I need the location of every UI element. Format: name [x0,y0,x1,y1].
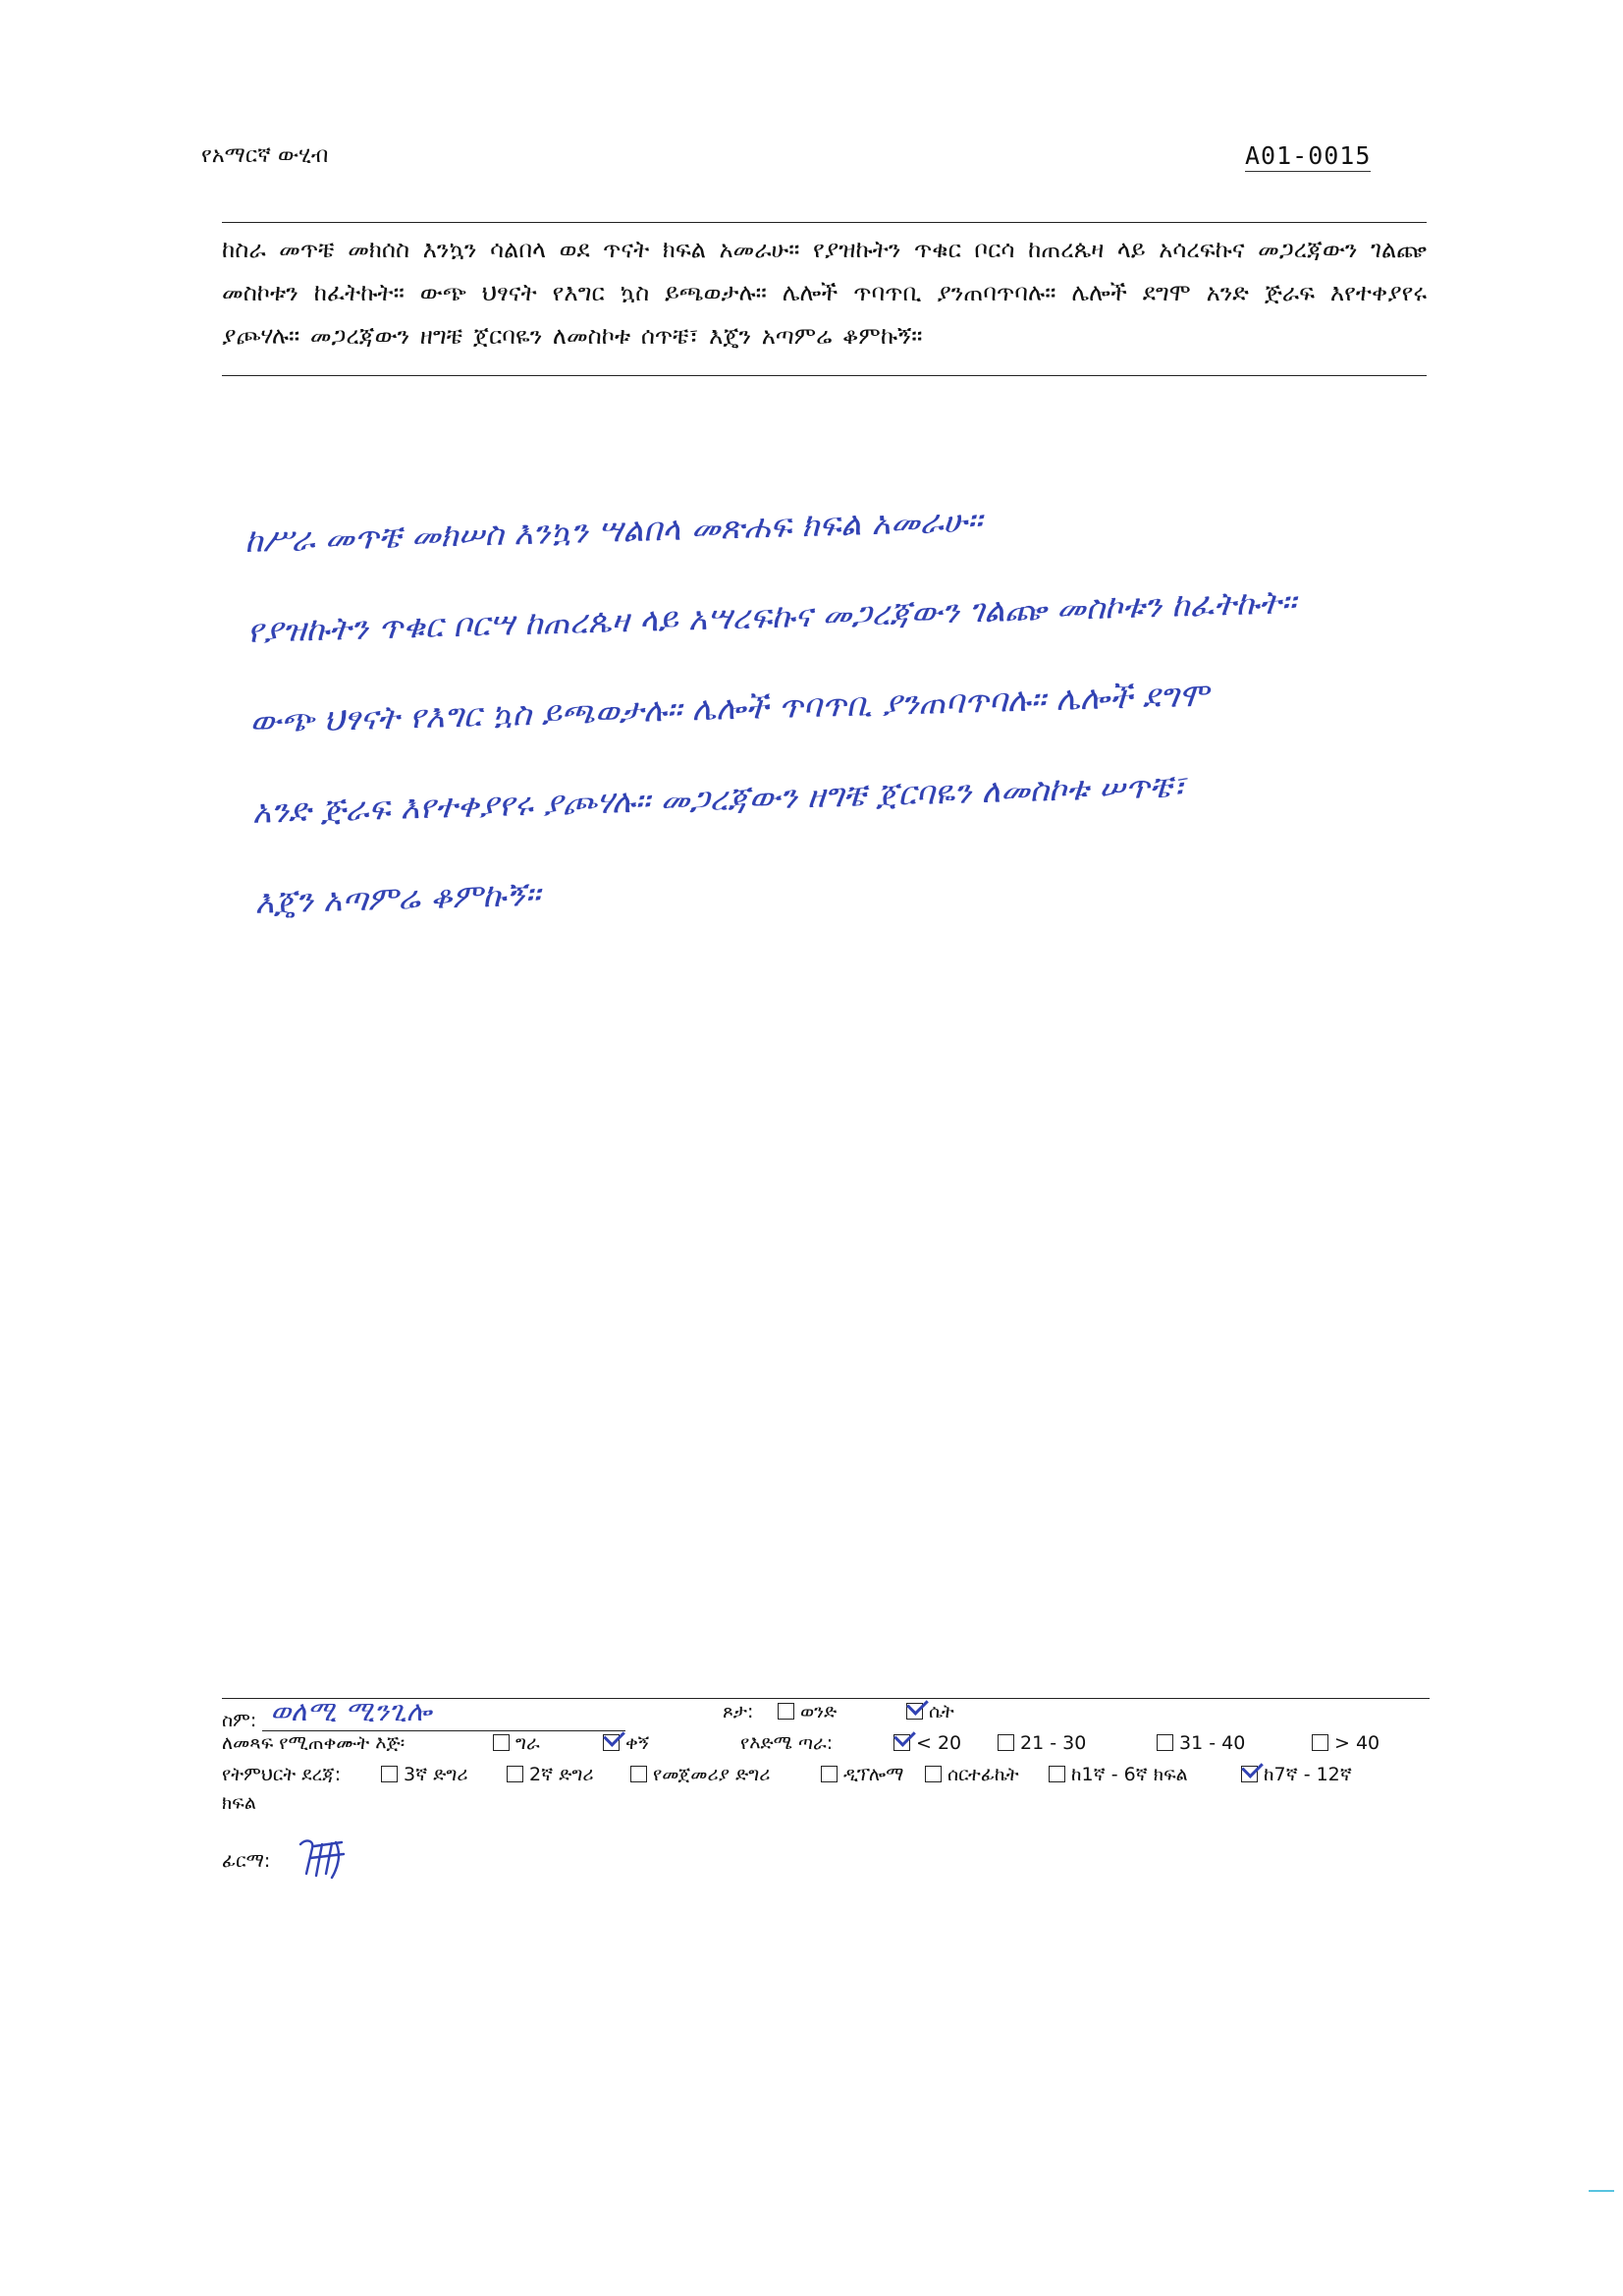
edu-bachelors[interactable]: የመጀመሪያ ድግሪ [630,1764,770,1785]
education-label: የትምህርት ደረጃ: [222,1764,342,1785]
age-over-40[interactable]: > 40 [1312,1732,1380,1754]
checkbox[interactable] [778,1703,794,1720]
name-field[interactable] [262,1695,625,1731]
checkbox[interactable] [1312,1734,1328,1751]
checkbox-checked[interactable] [893,1734,910,1751]
prompt-text: ከስራ መጥቼ መክሰስ እንኳን ሳልበላ ወደ ጥናት ክፍል አመራሁ። የያዝኩትን ጥቁር ቦርሳ ከጠረጴዛ ላይ አሳረፍኩና መጋረጃውን ገልጬ መስኮቱን ከፈትኩት። ውጭ ህፃናት የእግር ኳስ ይጫወታሉ። ሌሎች ጥባጥቢ ያንጠባጥባሉ። ሌሎች ደግሞ አንድ ጅራፍ እየተቀያየሩ ያጮሃሉ። መጋረጃውን ዘግቼ ጀርባዬን ለመስኮቱ ሰጥቼ፣ እጄን አጣምሬ ቆምኩኝ። [222,236,1427,350]
checkbox-checked[interactable] [906,1703,923,1720]
checkbox[interactable] [821,1766,838,1782]
age-21-30[interactable]: 21 - 30 [998,1732,1086,1754]
age-under-20[interactable]: < 20 [893,1732,961,1754]
document-id: A01-0015 [1245,141,1372,170]
edu-diploma[interactable]: ዲፕሎማ [821,1764,903,1785]
checkbox[interactable] [998,1734,1014,1751]
signature-label: ፊርማ: [222,1850,271,1872]
checkbox[interactable] [507,1766,523,1782]
checkbox[interactable] [381,1766,398,1782]
name-value: ወለሚ ሚንጊሎ [270,1695,432,1727]
name-label: ስም: [222,1710,257,1731]
checkbox[interactable] [1049,1766,1065,1782]
gender-female[interactable]: ሴት [906,1701,954,1722]
hand-right[interactable]: ቀኝ [603,1732,649,1754]
age-label: የእድሜ ጣራ: [740,1732,834,1754]
gender-label: ጾታ: [723,1701,754,1722]
hand-label: ለመጻፍ የሚጠቀሙት እጅ፡ [222,1732,406,1754]
top-divider [222,222,1427,223]
edu-phd[interactable]: 3ኛ ድግሪ [381,1764,467,1785]
hand-left[interactable]: ግራ [493,1732,540,1754]
checkbox-checked[interactable] [603,1734,620,1751]
edu-masters[interactable]: 2ኛ ድግሪ [507,1764,593,1785]
handwritten-line: አንድ ጅራፍ እየተቀያየሩ ያጮሃሉ። መጋረጃውን ዘግቼ ጀርባዬን ለመስኮቱ ሠጥቼ፣ [251,766,1186,831]
handwritten-line: ከሥራ መጥቼ መክሠስ እንኳን ሣልበላ መጽሐፍ ክፍል አመራሁ። [243,501,983,560]
page-title: የአማርኛ ውሂብ [201,143,329,168]
checkbox[interactable] [493,1734,510,1751]
edu-grade-7-12[interactable]: ከ7ኛ - 12ኛ [1241,1764,1352,1785]
gender-male[interactable]: ወንድ [778,1701,837,1722]
edu-grade-1-6[interactable]: ከ1ኛ - 6ኛ ክፍል [1049,1764,1188,1785]
checkbox[interactable] [925,1766,942,1782]
signature-scribble [293,1834,352,1880]
edu-certificate[interactable]: ሰርተፊኬት [925,1764,1019,1785]
checkbox-checked[interactable] [1241,1766,1258,1782]
handwritten-text [243,458,1623,948]
age-31-40[interactable]: 31 - 40 [1157,1732,1245,1754]
handwritten-line: ውጭ ህፃናት የእግር ኳስ ይጫወታሉ። ሌሎች ጥባጥቢ ያንጠባጥባሉ። ሌሎች ደግሞ [248,675,1210,740]
handwritten-line: እጄን አጣምሬ ቆምኩኝ። [254,874,541,921]
checkbox[interactable] [1157,1734,1173,1751]
prompt-divider [222,375,1427,376]
scan-edge-mark [1589,2190,1614,2192]
checkbox[interactable] [630,1766,647,1782]
education-wrap-text: ክፍል [222,1792,256,1814]
handwritten-line: የያዝኩትን ጥቁር ቦርሣ ከጠረጴዛ ላይ አሣረፍኩና መጋረጃውን ገልጬ መስኮቱን ከፈትኩት። [246,582,1297,650]
